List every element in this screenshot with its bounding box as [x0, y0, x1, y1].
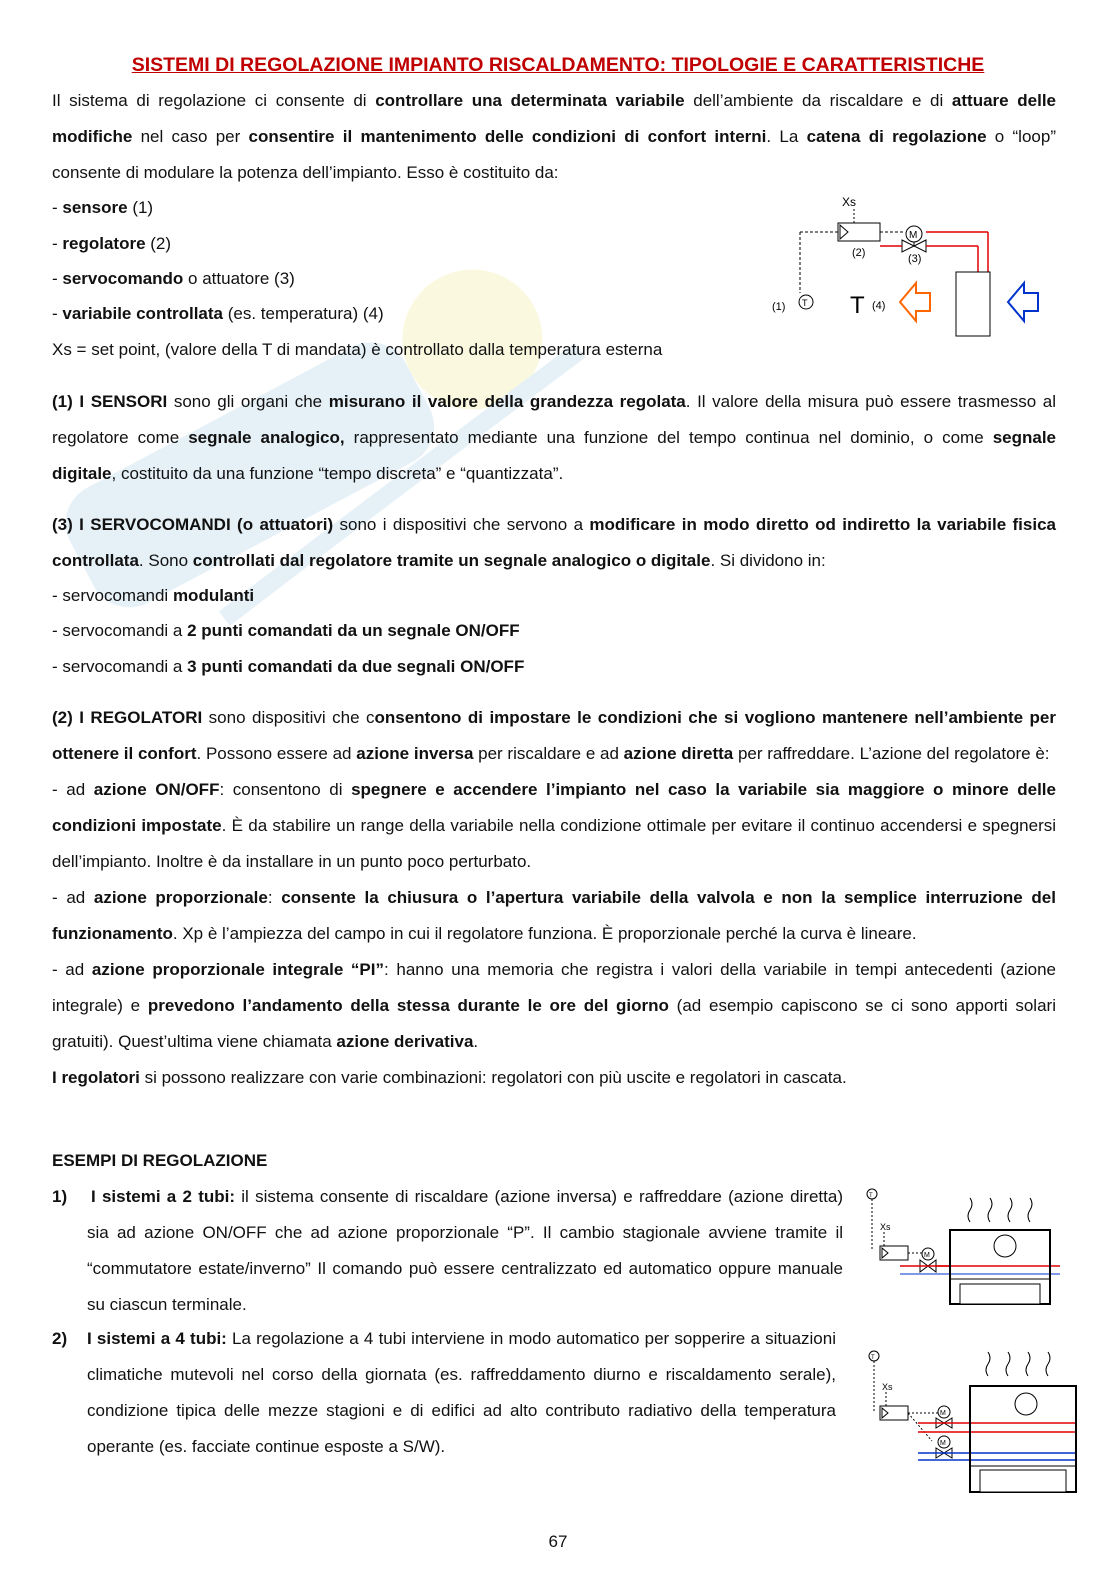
- svg-text:(4): (4): [872, 300, 886, 312]
- example-4-tubi: I sistemi a 4 tubi: La regolazione a 4 tubi interviene in modo automatico per sopperire a situazioni climatiche mutevoli nel corso della giornata (es. raffreddamento diurno e riscaldamento serale), condizione tipica delle mezze stagioni e di edifici ad alto contributo radiativo della temperatura operante (es. facciate continue esposte a S/W).: [87, 1329, 836, 1456]
- svg-text:(3): (3): [908, 253, 922, 265]
- two-pipe-system-diagram: [860, 1184, 1060, 1309]
- svg-text:M: M: [940, 1440, 946, 1447]
- example-2-tubi: I sistemi a 2 tubi: il sistema consente di riscaldare (azione inversa) e raffreddare (azione diretta) sia ad azione ON/OFF che ad azione proporzionale “P”. Il cambio stagionale avviene tramite il “commutatore estate/inverno” Il comando può essere centralizzato ed automatico oppure manuale su ciascun terminale.: [87, 1187, 843, 1314]
- page-number: 67: [548, 1532, 568, 1551]
- component-item: - sensore (1): [52, 198, 154, 217]
- heater-unit: [956, 272, 990, 336]
- servocomandi-paragraph: (3) I SERVOCOMANDI (o attuatori) sono i dispositivi che servono a modificare in modo diretto od indiretto la variabile fisica controllata. Sono controllati dal regolatore tramite un segnale analogico o digitale. Si dividono in:: [52, 515, 1056, 570]
- example-number: 2): [52, 1329, 68, 1348]
- esempi-heading: ESEMPI DI REGOLAZIONE: [52, 1151, 268, 1170]
- intro-paragraph: Il sistema di regolazione ci consente di controllare una determinata variabile dell’ambiente da riscaldare e di attuare delle modifiche nel caso per consentire il mantenimento delle condizioni di confort interni. La catena di regolazione o “loop” consente di modulare la potenza dell’impianto. Esso è costituito da:: [52, 91, 1056, 182]
- page-title: SISTEMI DI REGOLAZIONE IMPIANTO RISCALDAMENTO: TIPOLOGIE E CARATTERISTICHE: [131, 54, 985, 76]
- setpoint-note: Xs = set point, (valore della T di mandata) è controllato dalla temperatura esterna: [52, 340, 663, 359]
- svg-text:T: T: [802, 298, 808, 308]
- regulator-box: [838, 223, 880, 241]
- servo-item: - servocomandi a 3 punti comandati da due segnali ON/OFF: [52, 657, 525, 676]
- component-item: - regolatore (2): [52, 234, 172, 253]
- svg-text:Xs: Xs: [880, 1222, 891, 1232]
- arrow-left-blue-icon: [1008, 283, 1038, 321]
- svg-text:T: T: [869, 1193, 873, 1199]
- component-item: - servocomando o attuatore (3): [52, 269, 295, 288]
- svg-text:T: T: [850, 292, 865, 319]
- four-pipe-system-diagram: [862, 1346, 1082, 1496]
- example-number: 1): [52, 1187, 68, 1206]
- svg-text:M: M: [924, 1252, 930, 1259]
- servo-item: - servocomandi a 2 punti comandati da un segnale ON/OFF: [52, 621, 520, 640]
- arrow-left-orange-icon: [900, 283, 930, 321]
- regolatori-paragraph: (2) I REGOLATORI sono dispositivi che consentono di impostare le condizioni che si vogliono mantenere nell’ambiente per ottenere il confort. Possono essere ad azione inversa per riscaldare e ad azione diretta per raffreddare. L’azione del regolatore è: - ad azione ON/OFF: consentono di spegnere e accendere l’impianto nel caso la variabile sia maggiore o minore delle condizioni impostate. È da stabilire un range della variabile nella condizione ottimale per evitare il continuo accendersi e spegnersi dell’impianto. Inoltre è da installare in un punto poco perturbato. - ad azione proporzionale: consente la chiusura o l’apertura variabile della valvola e non la semplice interruzione del funzionamento. Xp è l’ampiezza del campo in cui il regolatore funziona. È proporzionale perché la curva è lineare. - ad azione proporzionale integrale “PI”: hanno una memoria che registra i valori della variabile in tempi antecedenti (azione integrale) e prevedono l’andamento della stessa durante le ore del giorno (ad esempio capiscono se ci sono apporti solari gratuiti). Quest’ultima viene chiamata azione derivativa. I regolatori si possono realizzare con varie combinazioni: regolatori con più uscite e regolatori in cascata.: [52, 708, 1057, 1087]
- svg-text:(1): (1): [772, 301, 786, 313]
- svg-text:Xs: Xs: [882, 1382, 893, 1392]
- svg-text:M: M: [909, 230, 918, 241]
- diagram-xs-label: Xs: [842, 195, 857, 209]
- servo-item: - servocomandi modulanti: [52, 586, 255, 605]
- control-loop-diagram: [760, 190, 1060, 340]
- svg-text:(2): (2): [852, 247, 866, 259]
- svg-text:M: M: [940, 1410, 946, 1417]
- svg-text:T: T: [871, 1355, 875, 1361]
- component-item: - variabile controllata (es. temperatura) (4): [52, 304, 384, 323]
- sensori-paragraph: (1) I SENSORI sono gli organi che misurano il valore della grandezza regolata. Il valore della misura può essere trasmesso al regolatore come segnale analogico, rappresentato mediante una funzione del tempo continua nel dominio, o come segnale digitale, costituito da una funzione “tempo discreta” e “quantizzata”.: [52, 392, 1057, 483]
